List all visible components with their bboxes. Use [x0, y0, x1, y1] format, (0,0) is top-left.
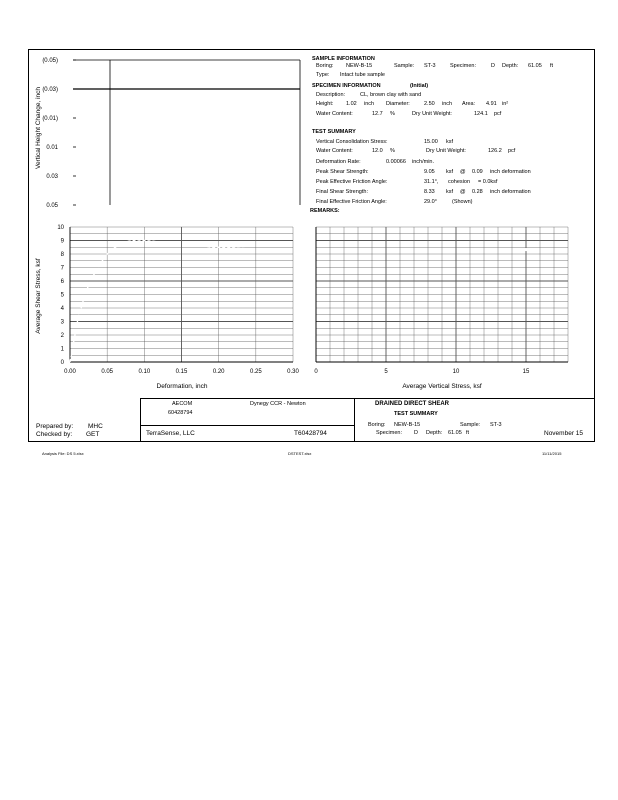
title-block-divider-1 — [140, 398, 141, 441]
specimen-info-heading: SPECIMEN INFORMATION — [312, 83, 381, 89]
peak-strength-value: 9.05 — [424, 169, 435, 175]
final-deformation: 0.28 — [472, 189, 483, 195]
ts-dry-unit-weight-label: Dry Unit Weight: — [426, 148, 466, 154]
deformation-tick-label: 0.30 — [287, 369, 299, 375]
deformation-tick-label: 0.25 — [249, 369, 262, 375]
depth-label: Depth: — [502, 63, 519, 69]
deformation-tick-label: 0.20 — [212, 369, 225, 375]
deformation-tick-label: 0.15 — [175, 369, 188, 375]
envelope-data-point — [525, 248, 528, 251]
consolidation-label: Vertical Consolidation Stress: — [316, 139, 388, 145]
shear-stress-tick-label: 2 — [60, 333, 64, 339]
diameter-label: Diameter: — [386, 101, 410, 107]
depth-unit: ft — [550, 63, 554, 69]
footer-depth-unit: ft — [466, 430, 470, 436]
ts-water-content-label: Water Content: — [316, 148, 353, 154]
deformation-axis-label: Deformation, inch — [156, 383, 208, 390]
footer-depth-value: 61.05 — [448, 430, 462, 436]
height-change-tick-label: 0.01 — [46, 145, 58, 151]
area-value: 4.91 — [486, 101, 497, 107]
project-name: Dynegy CCR - Newton — [250, 401, 306, 407]
lab-name: TerraSense, LLC — [146, 430, 195, 437]
prepared-by-label: Prepared by: — [36, 423, 74, 430]
vertical-stress-tick-label: 0 — [314, 369, 318, 375]
consolidation-unit: ksf — [446, 139, 454, 145]
workbook-name: DSTEST.xlsx — [288, 451, 312, 456]
ts-dry-unit-weight-unit: pcf — [508, 148, 516, 154]
dry-unit-weight-label: Dry Unit Weight: — [412, 111, 452, 117]
shear-stress-tick-label: 5 — [60, 292, 64, 299]
final-at: @ — [460, 189, 466, 195]
dry-unit-weight-value: 124.1 — [474, 111, 488, 117]
analysis-file: Analysis File: DS 5.xlsx — [42, 451, 84, 456]
test-summary-heading: TEST SUMMARY — [312, 129, 356, 135]
shear-stress-tick-label: 10 — [57, 225, 64, 231]
print-date: 11/11/2015 — [542, 451, 562, 456]
final-strength-label: Final Shear Strength: — [316, 189, 368, 195]
peak-deformation: 0.09 — [472, 169, 483, 175]
diameter-value: 2.50 — [424, 101, 435, 107]
deformation-tick-label: 0.10 — [138, 369, 151, 375]
type-value: Intact tube sample — [340, 72, 385, 78]
peak-at: @ — [460, 169, 466, 175]
ts-water-content-value: 12.0 — [372, 148, 383, 154]
client-project-number: 60428794 — [168, 410, 193, 416]
height-label: Height: — [316, 101, 334, 107]
lab-project-number: T60428794 — [294, 430, 327, 437]
final-deformation-unit: inch deformation — [490, 189, 531, 195]
area-unit: in² — [502, 101, 509, 107]
deformation-tick-label: 0.00 — [64, 369, 76, 375]
specimen-value: D — [491, 63, 495, 69]
rate-unit: inch/min. — [412, 159, 435, 165]
description-value: CL, brown clay with sand — [360, 92, 422, 98]
footer-boring-value: NEW-B-15 — [394, 422, 421, 428]
description-label: Description: — [316, 92, 346, 98]
vertical-stress-axis-label: Average Vertical Stress, ksf — [402, 383, 482, 390]
peak-strength-label: Peak Shear Strength: — [316, 169, 369, 175]
shear-stress-tick-label: 6 — [60, 279, 64, 285]
footer-boring-label: Boring: — [368, 422, 386, 428]
title-block-divider-2 — [354, 398, 355, 441]
height-unit: inch — [364, 101, 375, 107]
shear-stress-axis-label: Average Shear Stress, ksf — [35, 258, 42, 334]
height-change-axis-label: Vertical Height Change, inch — [35, 86, 42, 170]
shear-stress-tick-label: 3 — [60, 319, 64, 326]
shear-stress-tick-label: 8 — [60, 252, 64, 258]
prepared-by-value: MHC — [88, 423, 103, 430]
dry-unit-weight-unit: pcf — [494, 111, 502, 117]
peak-angle-label: Peak Effective Friction Angle: — [316, 179, 388, 185]
footer-specimen-label: Specimen: — [376, 430, 402, 436]
sample-label: Sample: — [394, 63, 415, 69]
sample-value: ST-3 — [424, 63, 436, 69]
water-content-unit: % — [390, 111, 395, 117]
sample-info-heading: SAMPLE INFORMATION — [312, 56, 375, 62]
shear-stress-tick-label: 7 — [60, 265, 64, 272]
checked-by-label: Checked by: — [36, 431, 73, 438]
deformation-tick-label: 0.05 — [101, 369, 114, 375]
ts-water-content-unit: % — [390, 148, 395, 154]
vertical-stress-tick-label: 15 — [522, 369, 530, 375]
ts-dry-unit-weight-value: 126.2 — [488, 148, 502, 154]
peak-deformation-unit: inch deformation — [490, 169, 531, 175]
rate-value: 0.00066 — [386, 159, 406, 165]
footer-sample-label: Sample: — [460, 422, 481, 428]
final-strength-unit: ksf — [446, 189, 454, 195]
final-angle-value: 29.0° — [424, 199, 437, 205]
height-change-tick-label: (0.03) — [42, 87, 58, 93]
water-content-value: 12.7 — [372, 111, 383, 117]
final-strength-value: 8.33 — [424, 189, 435, 195]
client-name: AECOM — [172, 401, 193, 407]
area-label: Area: — [462, 101, 476, 107]
cohesion-value: = 0.0ksf — [478, 179, 498, 185]
shear-stress-tick-label: 0 — [60, 360, 64, 366]
stress-deformation-curve — [70, 240, 278, 362]
boring-value: NEW-B-15 — [346, 63, 373, 69]
consolidation-value: 15.00 — [424, 139, 438, 145]
remarks-heading: REMARKS: — [310, 208, 340, 214]
type-label: Type: — [316, 72, 330, 78]
shear-stress-tick-label: 9 — [60, 238, 64, 245]
report-date: November 15 — [544, 430, 584, 437]
report-title: DRAINED DIRECT SHEAR — [375, 401, 450, 407]
rate-label: Deformation Rate: — [316, 159, 361, 165]
water-content-label: Water Content: — [316, 111, 353, 117]
height-change-tick-label: 0.03 — [46, 174, 58, 180]
specimen-label: Specimen: — [450, 63, 476, 69]
footer-depth-label: Depth: — [426, 430, 443, 436]
diameter-unit: inch — [442, 101, 453, 107]
title-block-divider-4 — [140, 425, 355, 426]
shear-stress-tick-label: 1 — [60, 346, 64, 353]
height-change-tick-label: (0.01) — [42, 116, 58, 122]
title-block-divider-3 — [140, 398, 595, 399]
peak-strength-unit: ksf — [446, 169, 454, 175]
height-change-tick-label: (0.05) — [42, 58, 58, 64]
shear-stress-tick-label: 4 — [60, 306, 64, 312]
checked-by-value: GET — [86, 431, 100, 438]
height-value: 1.02 — [346, 101, 357, 107]
height-change-tick-label: 0.05 — [46, 203, 58, 209]
vertical-stress-tick-label: 10 — [452, 369, 460, 375]
boring-label: Boring: — [316, 63, 334, 69]
final-angle-label: Final Effective Friction Angle: — [316, 199, 387, 205]
footer-sample-value: ST-3 — [490, 422, 502, 428]
depth-value: 61.05 — [528, 63, 542, 69]
final-angle-note: (Shown) — [452, 199, 473, 205]
footer-specimen-value: D — [414, 430, 418, 436]
vertical-stress-tick-label: 5 — [384, 369, 388, 375]
report-subtitle: TEST SUMMARY — [394, 411, 438, 417]
peak-angle-value: 31.1°, — [424, 179, 439, 185]
specimen-state: (Initial) — [410, 83, 429, 89]
cohesion-label: cohesion — [448, 179, 471, 185]
